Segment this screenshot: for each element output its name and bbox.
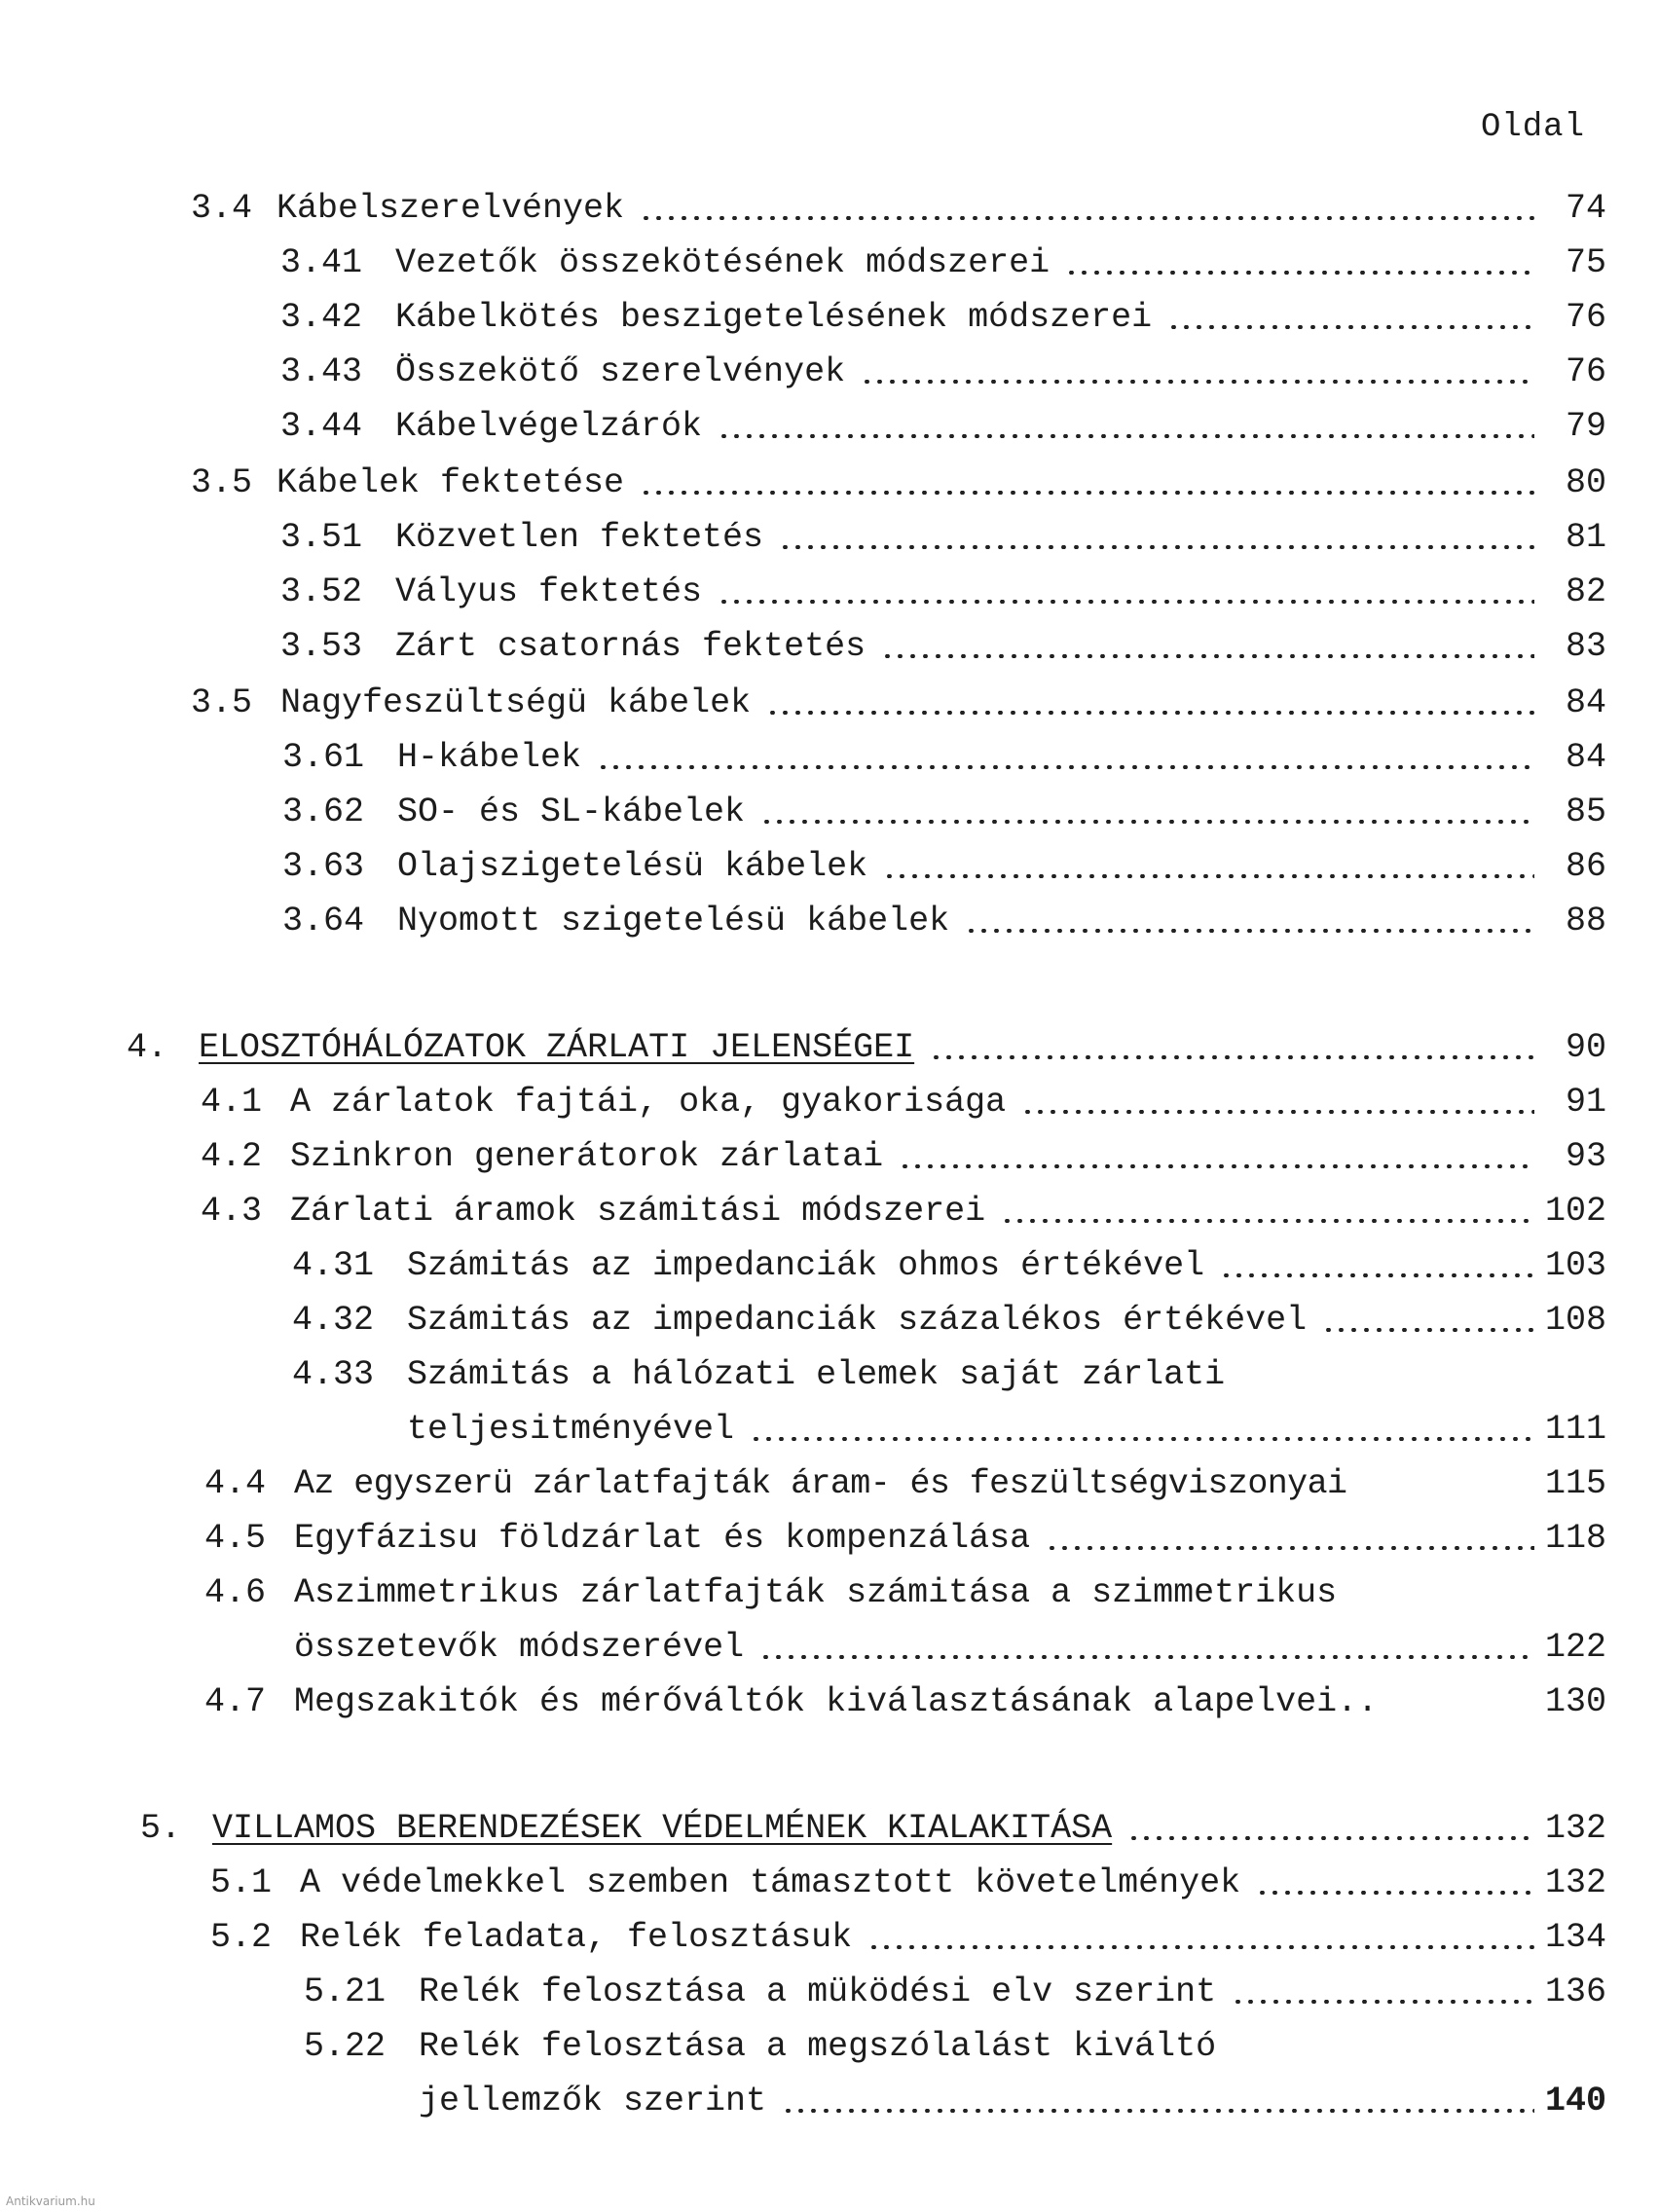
page-column-label: Oldal [1480, 109, 1585, 146]
toc-entry-page: 115 [1544, 1464, 1606, 1503]
toc-entry [280, 238, 1659, 288]
toc-entry-number: 3.5 [191, 463, 253, 502]
toc-entry-title: Összekötő szerelvények [395, 352, 846, 391]
toc-entry-page: 118 [1544, 1519, 1606, 1558]
toc-entry [280, 401, 1659, 452]
dot-leader [1256, 1891, 1534, 1895]
dot-leader [1065, 271, 1534, 275]
toc-entry [280, 292, 1659, 343]
toc-entry [210, 1912, 1659, 1963]
toc-entry [201, 1131, 1659, 1182]
toc-entry-number: 4.6 [204, 1573, 267, 1612]
dot-leader [782, 2109, 1534, 2113]
toc-entry-number: 5. [140, 1809, 182, 1848]
dot-leader [867, 1945, 1534, 1949]
toc-entry-title: Vezetők összekötésének módszerei [395, 243, 1051, 282]
dot-leader [1001, 1219, 1534, 1223]
toc-entry-continuation [304, 2076, 1659, 2126]
toc-entry-number: 3.53 [280, 627, 363, 666]
dot-leader [899, 1164, 1534, 1168]
toc-entry-number: 4.4 [204, 1464, 267, 1503]
toc-entry-number: 4.32 [292, 1301, 375, 1340]
watermark-credit: Antikvarium.hu [6, 2194, 95, 2208]
toc-entry-number: 4.33 [292, 1355, 375, 1394]
toc-entry [191, 458, 1659, 508]
toc-entry-title: Szinkron generátorok zárlatai [290, 1137, 884, 1176]
toc-entry [191, 183, 1659, 234]
dot-leader [1220, 1273, 1534, 1277]
toc-entry-continuation [292, 1404, 1659, 1455]
toc-entry-page: 90 [1565, 1028, 1606, 1067]
toc-entry-page: 102 [1544, 1192, 1606, 1231]
toc-entry-title: Kábelkötés beszigetelésének módszerei [395, 298, 1153, 337]
dot-leader [759, 1655, 1534, 1659]
toc-entry-title: Kábelvégelzárók [395, 407, 703, 446]
toc-entry-page: 108 [1544, 1301, 1606, 1340]
dot-leader [779, 545, 1534, 549]
toc-entry-page: 136 [1544, 1972, 1606, 2011]
toc-entry-number: 5.2 [210, 1918, 273, 1957]
toc-entry-number: 3.62 [282, 793, 365, 831]
toc-entry-title: Zárlati áramok számitási módszerei [290, 1192, 986, 1231]
dot-leader [718, 600, 1534, 604]
dot-leader [965, 929, 1534, 933]
toc-entry-number: 4.3 [201, 1192, 263, 1231]
toc-entry-title: Közvetlen fektetés [395, 518, 764, 557]
toc-entry-title: SO- és SL-kábelek [397, 793, 746, 831]
toc-entry-number: 3.64 [282, 902, 365, 940]
toc-entry-page: 75 [1565, 243, 1606, 282]
dot-leader [1322, 1328, 1534, 1332]
toc-entry-page: 111 [1544, 1410, 1606, 1449]
toc-entry [304, 2021, 1659, 2072]
toc-entry-number: 4.5 [204, 1519, 267, 1558]
toc-entry-page: 132 [1544, 1809, 1606, 1848]
toc-chapter-title: VILLAMOS BERENDEZÉSEK VÉDELMÉNEK KIALAKITÁSA [212, 1809, 1113, 1848]
dot-leader [861, 380, 1534, 384]
toc-entry-page: 103 [1544, 1246, 1606, 1285]
toc-entry-page: 85 [1565, 793, 1606, 831]
toc-entry-page: 130 [1544, 1682, 1606, 1721]
dot-leader [1021, 1110, 1534, 1114]
dot-leader [883, 874, 1534, 878]
toc-entry-page: 88 [1565, 902, 1606, 940]
toc-entry-title: Relék felosztása a müködési elv szerint [419, 1972, 1217, 2011]
toc-entry [204, 1458, 1659, 1509]
toc-entry-page: 80 [1565, 463, 1606, 502]
toc-chapter-title: ELOSZTÓHÁLÓZATOK ZÁRLATI JELENSÉGEI [199, 1028, 915, 1067]
toc-entry-title: H-kábelek [397, 738, 582, 777]
toc-entry [280, 347, 1659, 397]
dot-leader [597, 765, 1534, 769]
toc-entry-number: 3.42 [280, 298, 363, 337]
toc-entry-page: 91 [1565, 1083, 1606, 1122]
dot-leader [930, 1055, 1534, 1059]
dot-leader [1046, 1546, 1534, 1550]
dot-leader [1127, 1836, 1534, 1840]
toc-entry-number: 4.7 [204, 1682, 267, 1721]
toc-entry-page: 84 [1565, 683, 1606, 722]
toc-entry-number: 4.31 [292, 1246, 375, 1285]
toc-entry-number: 3.52 [280, 572, 363, 611]
toc-entry-title: Vályus fektetés [395, 572, 703, 611]
toc-entry [282, 732, 1659, 783]
toc-chapter [140, 1803, 1659, 1854]
toc-entry [201, 1186, 1659, 1236]
dot-leader [640, 491, 1534, 495]
dot-leader [1232, 2000, 1534, 2004]
toc-entry-number: 3.44 [280, 407, 363, 446]
toc-entry [282, 841, 1659, 892]
toc-entry-title: Számitás az impedanciák százalékos értékével [407, 1301, 1308, 1340]
toc-entry-title: Olajszigetelésü kábelek [397, 847, 868, 886]
toc-entry-page: 140 [1544, 2082, 1606, 2120]
toc-entry [292, 1240, 1659, 1291]
toc-entry-page: 74 [1565, 189, 1606, 228]
dot-leader [750, 1437, 1534, 1441]
toc-entry-title: Relék feladata, felosztásuk [300, 1918, 853, 1957]
toc-entry-page: 132 [1544, 1863, 1606, 1902]
toc-entry-title: Az egyszerü zárlatfajták áram- és feszültségviszonyai [294, 1464, 1347, 1503]
dot-leader [718, 434, 1534, 438]
toc-entry [292, 1349, 1659, 1400]
toc-entry-number: 4.2 [201, 1137, 263, 1176]
toc-entry [292, 1295, 1659, 1346]
toc-entry-page: 134 [1544, 1918, 1606, 1957]
toc-chapter [127, 1022, 1659, 1073]
dot-leader [640, 216, 1534, 220]
toc-entry-title: Megszakitók és mérőváltók kiválasztásának alapelvei.. [294, 1682, 1379, 1721]
toc-entry-page: 84 [1565, 738, 1606, 777]
toc-entry-title: teljesitményével [407, 1410, 735, 1449]
toc-entry-title: összetevők módszerével [294, 1628, 745, 1667]
toc-entry [282, 787, 1659, 837]
toc-entry [304, 1967, 1659, 2017]
toc-entry-number: 4. [127, 1028, 168, 1067]
toc-entry-title: A védelmekkel szemben támasztott követelmények [300, 1863, 1241, 1902]
toc-entry-number: 3.63 [282, 847, 365, 886]
toc-entry [280, 512, 1659, 563]
toc-entry [191, 678, 1659, 728]
toc-entry [201, 1077, 1659, 1127]
toc-entry [280, 621, 1659, 672]
dot-leader [760, 820, 1534, 824]
toc-entry-number: 3.5 [191, 683, 253, 722]
toc-entry [210, 1858, 1659, 1908]
toc-entry-title: Relék felosztása a megszólalást kiváltó [419, 2027, 1217, 2066]
toc-entry [204, 1513, 1659, 1564]
toc-entry-number: 3.41 [280, 243, 363, 282]
toc-entry-title: Nagyfeszültségü kábelek [280, 683, 752, 722]
toc-entry-page: 81 [1565, 518, 1606, 557]
dot-leader [881, 654, 1534, 658]
toc-entry-title: Számitás a hálózati elemek saját zárlati [407, 1355, 1226, 1394]
toc-entry-number: 5.1 [210, 1863, 273, 1902]
toc-entry-page: 122 [1544, 1628, 1606, 1667]
toc-entry [204, 1567, 1659, 1618]
toc-entry-number: 5.22 [304, 2027, 387, 2066]
toc-entry-title: Kábelszerelvények [276, 189, 625, 228]
toc-entry-number: 3.51 [280, 518, 363, 557]
toc-entry-page: 79 [1565, 407, 1606, 446]
dot-leader [1167, 325, 1534, 329]
toc-entry-title: Egyfázisu földzárlat és kompenzálása [294, 1519, 1031, 1558]
toc-entry-title: Zárt csatornás fektetés [395, 627, 866, 666]
toc-entry [204, 1677, 1659, 1727]
toc-entry-number: 5.21 [304, 1972, 387, 2011]
toc-entry-number: 3.4 [191, 189, 253, 228]
toc-entry-page: 76 [1565, 298, 1606, 337]
toc-entry-title: Aszimmetrikus zárlatfajták számitása a szimmetrikus [294, 1573, 1338, 1612]
toc-entry [280, 567, 1659, 617]
toc-entry-title: Számitás az impedanciák ohmos értékével [407, 1246, 1205, 1285]
toc-entry-continuation [204, 1622, 1659, 1673]
toc-entry-number: 4.1 [201, 1083, 263, 1122]
dot-leader [766, 711, 1534, 715]
toc-entry-page: 82 [1565, 572, 1606, 611]
toc-entry-title: jellemzők szerint [419, 2082, 767, 2120]
toc-entry-page: 86 [1565, 847, 1606, 886]
toc-entry-title: Kábelek fektetése [276, 463, 625, 502]
toc-entry-page: 76 [1565, 352, 1606, 391]
toc-entry-page: 83 [1565, 627, 1606, 666]
toc-entry-title: A zárlatok fajtái, oka, gyakorisága [290, 1083, 1007, 1122]
toc-entry-number: 3.61 [282, 738, 365, 777]
toc-entry-number: 3.43 [280, 352, 363, 391]
toc-entry-title: Nyomott szigetelésü kábelek [397, 902, 950, 940]
toc-entry-page: 93 [1565, 1137, 1606, 1176]
toc-entry [282, 896, 1659, 946]
